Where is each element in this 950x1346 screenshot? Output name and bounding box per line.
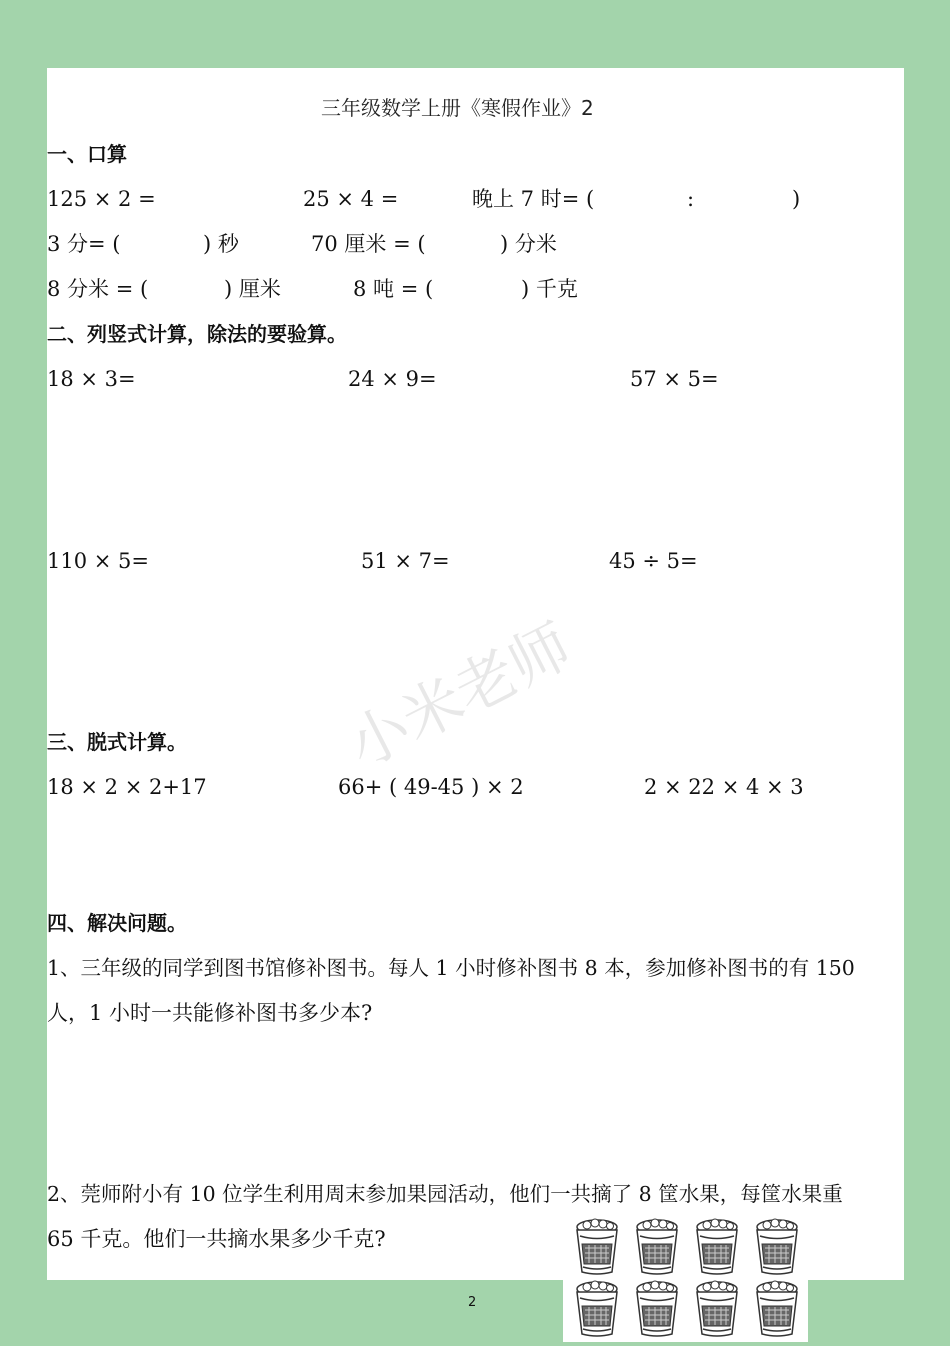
s1-item-7-unit: ) 千克: [521, 277, 578, 301]
section1-heading: 一、口算: [47, 142, 127, 166]
s2-item-4: 110 × 5=: [47, 549, 149, 573]
fruit-basket-icon: [573, 1218, 621, 1276]
fruit-basket-icon: [753, 1280, 801, 1338]
s2-item-2: 24 × 9=: [348, 367, 437, 391]
s2-item-5: 51 × 7=: [361, 549, 450, 573]
section2-heading: 二、列竖式计算，除法的要验算。: [47, 322, 347, 346]
fruit-basket-icon: [633, 1218, 681, 1276]
s2-item-1: 18 × 3=: [47, 367, 136, 391]
s1-item-4: 3 分= (: [47, 232, 121, 256]
page-number: 2: [468, 1295, 477, 1310]
s1-item-5: 70 厘米 = (: [311, 232, 426, 256]
section4-heading: 四、解决问题。: [47, 911, 187, 935]
s1-item-2: 25 × 4 =: [303, 187, 399, 211]
s1-item-1: 125 × 2 =: [47, 187, 156, 211]
fruit-basket-icon: [753, 1218, 801, 1276]
s3-item-2: 66+ ( 49-45 ) × 2: [338, 775, 524, 799]
section3-heading: 三、脱式计算。: [47, 730, 187, 754]
s2-item-6: 45 ÷ 5=: [609, 549, 698, 573]
fruit-basket-icon: [573, 1280, 621, 1338]
fruit-baskets-illustration: [563, 1208, 808, 1342]
s4-q1-line2: 人，1 小时一共能修补图书多少本?: [47, 1001, 373, 1025]
watermark: 小米老师: [336, 610, 583, 782]
s4-q1-line1: 1、三年级的同学到图书馆修补图书。每人 1 小时修补图书 8 本，参加修补图书的有 150: [47, 956, 855, 980]
page-title: 三年级数学上册《寒假作业》2: [321, 96, 594, 120]
s1-item-5-unit: ) 分米: [500, 232, 557, 256]
s1-item-3: 晚上 7 时= (: [472, 187, 595, 211]
s1-item-6-unit: ) 厘米: [224, 277, 281, 301]
worksheet-page: [47, 68, 904, 1280]
s1-item-3-close: ): [792, 187, 801, 211]
s4-q2-line1: 2、莞师附小有 10 位学生利用周末参加果园活动，他们一共摘了 8 筐水果，每筐水果重: [47, 1182, 843, 1206]
s2-item-3: 57 × 5=: [630, 367, 719, 391]
s1-item-7: 8 吨 = (: [353, 277, 434, 301]
s4-q2-line2: 65 千克。他们一共摘水果多少千克?: [47, 1227, 386, 1251]
s1-item-4-unit: ) 秒: [203, 232, 239, 256]
s1-item-3-colon: :: [687, 187, 695, 211]
fruit-basket-icon: [693, 1218, 741, 1276]
s3-item-1: 18 × 2 × 2+17: [47, 775, 207, 799]
fruit-basket-icon: [693, 1280, 741, 1338]
fruit-basket-icon: [633, 1280, 681, 1338]
s3-item-3: 2 × 22 × 4 × 3: [644, 775, 804, 799]
s1-item-6: 8 分米 = (: [47, 277, 149, 301]
